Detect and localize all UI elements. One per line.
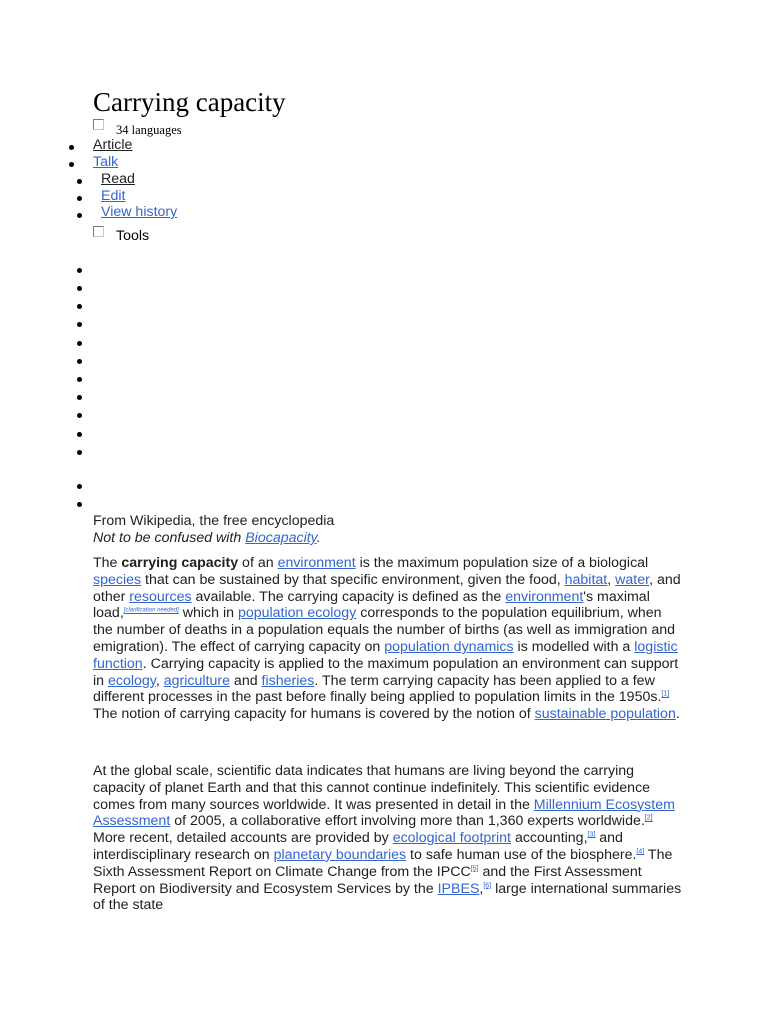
tools-toggle-checkbox[interactable] <box>93 226 104 237</box>
tab-article[interactable]: Article <box>93 137 133 153</box>
tab-talk[interactable]: Talk <box>93 154 119 170</box>
link-fisheries[interactable]: fisheries <box>261 672 315 689</box>
link-species[interactable]: species <box>93 571 142 588</box>
list-bullet <box>77 179 82 184</box>
list-bullet <box>77 304 82 309</box>
link-population-ecology[interactable]: population ecology <box>237 605 357 622</box>
article-paragraph-1: The carrying capacity of an environment is the maximum population size of a biological species that can be sustained by that specific environment, given the food, habitat, water, and other resources available. The carrying capacity is defined as the environment's maximal load,[clarification needed] which in population ecology corresponds to the population equilibrium, when the number of deaths in a population equals the number of births (as well as immigration and emigration). The effect of carrying capacity on population dynamics is modelled with a logistic function. Carrying capacity is applied to the maximum population an environment can support in ecology, agriculture and fisheries. The term carrying capacity has been applied to a few different processes in the past before finally being applied to population limits in the 1950s.[1] The notion of carrying capacity for humans is covered by the notion of sustainable population. <box>93 555 681 723</box>
languages-toggle-checkbox[interactable] <box>93 119 104 130</box>
link-biocapacity[interactable]: Biocapacity <box>245 530 317 546</box>
bold-term: carrying capacity <box>121 555 239 571</box>
tagline: From Wikipedia, the free encyclopedia <box>93 513 335 529</box>
link-ipbes[interactable]: IPBES <box>437 880 480 897</box>
list-bullet <box>77 286 82 291</box>
list-bullet <box>77 341 82 346</box>
clarification-needed-tag[interactable]: [clarification needed] <box>123 607 179 614</box>
citation-ref[interactable]: [3] <box>587 831 596 839</box>
link-planetary-boundaries[interactable]: planetary boundaries <box>273 846 407 863</box>
list-bullet <box>69 145 74 150</box>
article-paragraph-2: At the global scale, scientific data indicates that humans are living beyond the carrying capacity of planet Earth and that this cannot continue indefinitely. This scientific evidence comes from many sources worldwide. It was presented in detail in the Millennium Ecosystem Assessment of 2005, a collaborative effort involving more than 1,360 experts worldwide.[2] More recent, detailed accounts are provided by ecological footprint accounting,[3] and interdisciplinary research on planetary boundaries to safe human use of the biosphere.[4] The Sixth Assessment Report on Climate Change from the IPCC[5] and the First Assessment Report on Biodiversity and Ecosystem Services by the IPBES,[6] large international summaries of the state <box>93 763 682 914</box>
list-bullet <box>77 450 82 455</box>
hatnote-suffix: . <box>316 530 321 546</box>
link-environment[interactable]: environment <box>277 555 356 571</box>
link-agriculture[interactable]: agriculture <box>163 672 230 689</box>
tab-view-history[interactable]: View history <box>101 204 178 220</box>
link-environment-2[interactable]: environment <box>505 588 584 605</box>
link-ecological-footprint[interactable]: ecological footprint <box>392 830 511 847</box>
tab-read[interactable]: Read <box>101 171 135 187</box>
list-bullet <box>77 213 82 218</box>
link-ecology[interactable]: ecology <box>107 672 156 689</box>
list-bullet <box>77 196 82 201</box>
list-bullet <box>77 502 82 507</box>
list-bullet <box>77 359 82 364</box>
link-resources[interactable]: resources <box>129 588 192 605</box>
list-bullet <box>77 322 82 327</box>
tools-label[interactable]: Tools <box>116 228 150 244</box>
page-title: Carrying capacity <box>93 87 286 117</box>
hatnote-text: Not to be confused with <box>93 530 246 546</box>
hatnote <box>93 530 321 547</box>
citation-ref[interactable]: [5] <box>470 865 479 873</box>
citation-ref[interactable]: [1] <box>661 690 670 698</box>
list-bullet <box>77 432 82 437</box>
link-population-dynamics[interactable]: population dynamics <box>384 638 514 655</box>
link-habitat[interactable]: habitat <box>564 571 608 588</box>
list-bullet <box>69 162 74 167</box>
link-sustainable-population[interactable]: sustainable population <box>534 706 676 723</box>
tab-edit[interactable]: Edit <box>101 188 126 204</box>
list-bullet <box>77 413 82 418</box>
link-logistic-function[interactable]: logistic function <box>93 638 678 672</box>
list-bullet <box>77 377 82 382</box>
list-bullet <box>77 484 82 489</box>
list-bullet <box>77 268 82 273</box>
citation-ref[interactable]: [6] <box>483 881 492 889</box>
citation-ref[interactable]: [4] <box>636 848 645 856</box>
citation-ref[interactable]: [2] <box>644 814 653 822</box>
list-bullet <box>77 395 82 400</box>
link-millennium-ecosystem-assessment[interactable]: Millennium Ecosystem Assessment <box>93 796 675 830</box>
languages-label[interactable]: 34 languages <box>116 123 182 137</box>
link-water[interactable]: water <box>615 571 650 588</box>
